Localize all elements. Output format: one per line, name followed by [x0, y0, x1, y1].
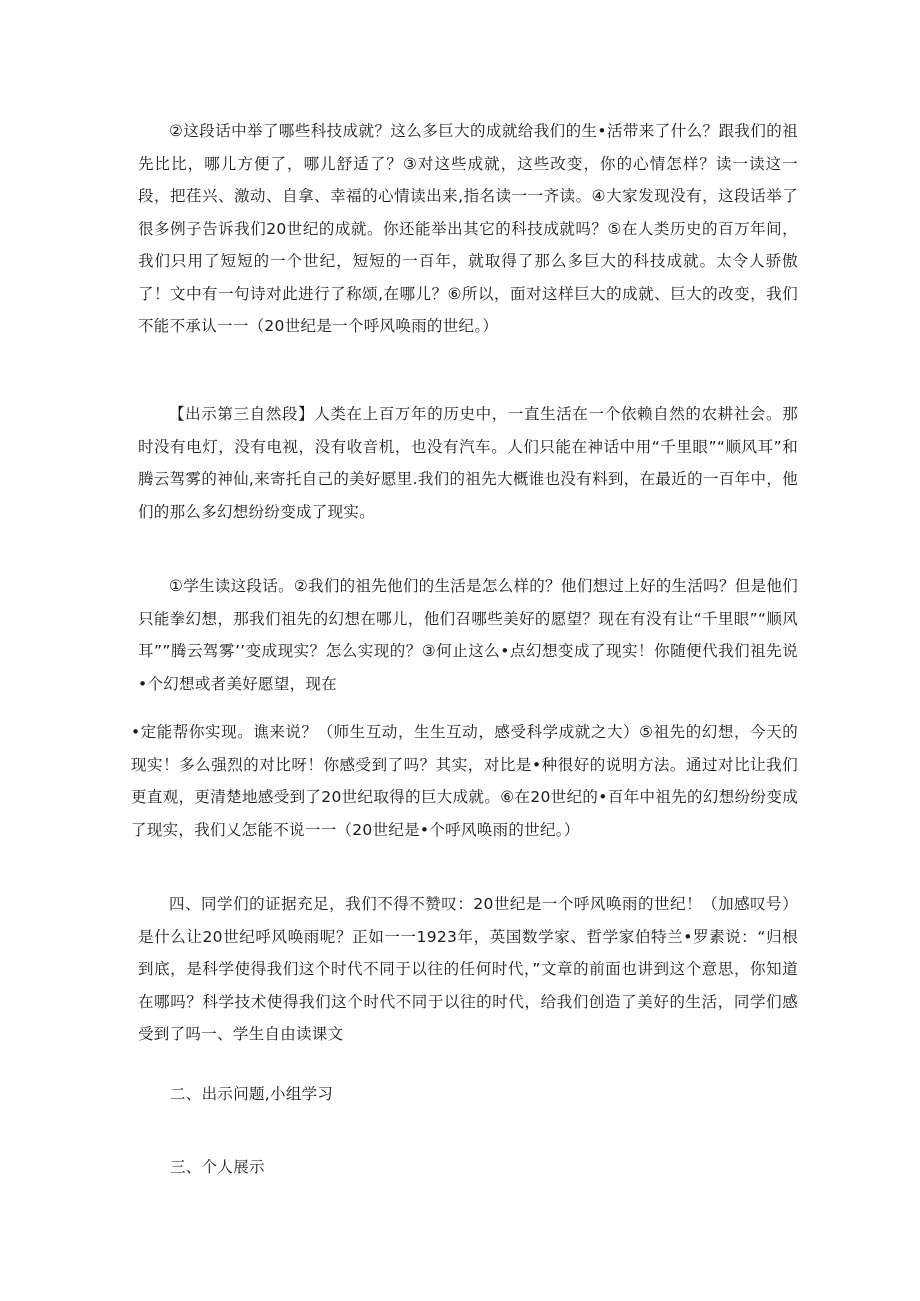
paragraph-science-achievements: ②这段话中举了哪些科技成就？这么多巨大的成就给我们的生•活带来了什么？跟我们的祖先比比，哪儿方便了，哪儿舒适了？③对这些成就，这些改变，你的心情怎样？读一读这一段，把荏兴、激动、自拿、幸福的心情读出来,指名读一一齐读。④大家发现没有，这段话举了很多例子告诉我们20世纪的成就。你还能举出其它的科技成就吗？⑤在人类历史的百万年间，我们只用了短短的一个世纪，短短的一百年，就取得了那么多巨大的科技成就。太令人骄傲了！文中有一句诗对此进行了称颂,在哪儿？⑥所以，面对这样巨大的成就、巨大的改变，我们不能不承认一一（20世纪是一个呼风唤雨的世纪。）: [138, 122, 798, 335]
heading-section-two: 二、出示问题,小组学习: [170, 1085, 334, 1103]
paragraph-ancestors-fantasy: ①学生读这段话。②我们的祖先他们的生活是怎么样的？他们想过上好的生活吗？但是他们只能拳幻想，那我们祖先的幻想在哪儿，他们召哪些美好的愿望？现在有没有让“千里眼”“顺风耳””腾云驾雾’’变成现实？怎么实现的？③何止这么•点幻想变成了现实！你随便代我们祖先说•个幻想或者美好愿望，现在: [138, 577, 798, 693]
paragraph-contrast: •定能帮你实现。谯来说？（师生互动，生生互动，感受科学成就之大）⑤祖先的幻想，今天的现实！多么强烈的对比呀！你感受到了吗？其实，对比是•种很好的说明方法。通过对比让我们更直观，更清楚地感受到了20世纪取得的巨大成就。⑥在20世纪的•百年中祖先的幻想纷纷变成了现实，我们乂怎能不说一一（20世纪是•个呼风唤雨的世纪。）: [131, 723, 798, 839]
paragraph-section-four: 四、同学们的证据充足，我们不得不赞叹：20世纪是一个呼风唤雨的世纪！（加感叹号）是什么让20世纪呼风唤雨呢？正如一一1923年，英国数学家、哲学家伯特兰•罗素说：“归根到底，是科学使得我们这个时代不同于以往的任何时代，”文章的前面也讲到这个意思，你知道在哪吗？科学技术使得我们这个时代不同于以往的时代，给我们创造了美好的生活，同学们感受到了吗一、学生自由读课文: [138, 895, 798, 1043]
heading-section-three: 三、个人展示: [170, 1158, 265, 1176]
paragraph-third-section: 【出示第三自然段】人类在上百万年的历史中，一直生活在一个依赖自然的农耕社会。那时没有电灯，没有电视，没有收音机，也没有汽车。人们只能在神话中用“千里眼”“顺风耳”和腾云驾雾的神仙,来寄托自己的美好愿里.我们的祖先大概谁也没有料到，在最近的一百年中，他们的那么多幻想纷纷变成了现实。: [138, 405, 798, 521]
